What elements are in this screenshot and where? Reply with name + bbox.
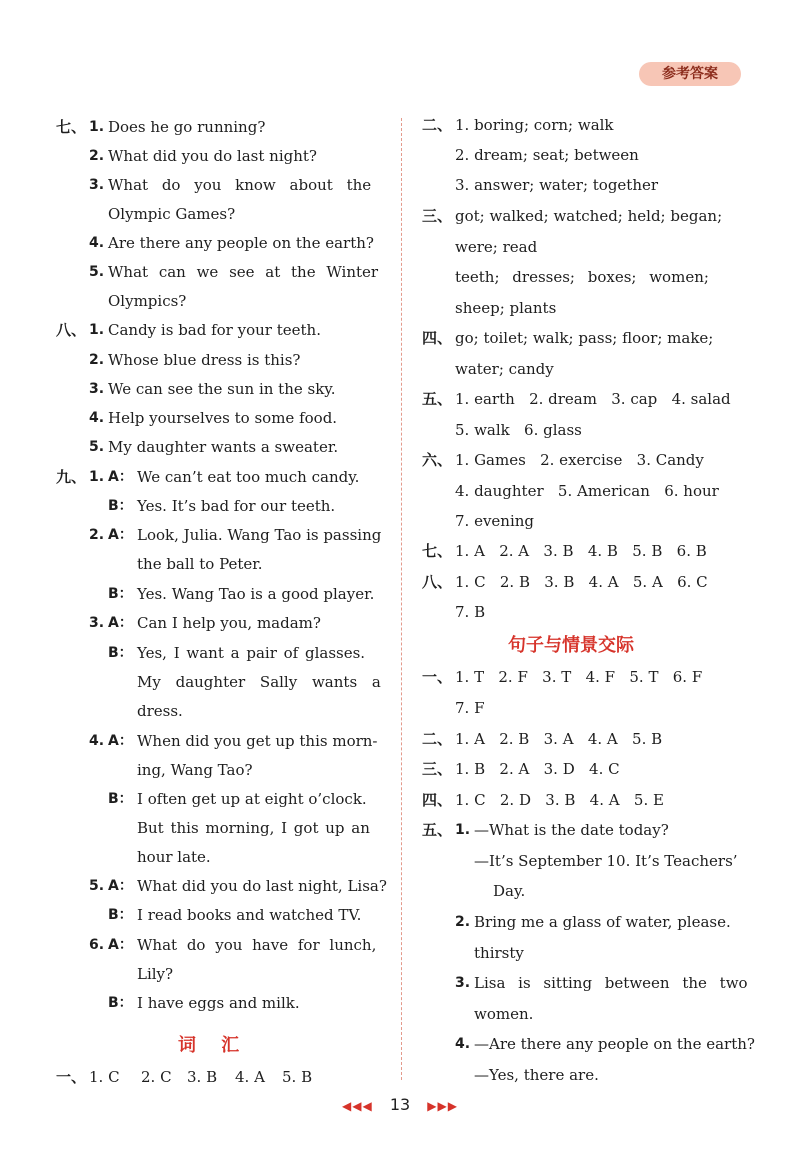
answer-text: —It’s September 10. It’s Teachers’: [474, 852, 738, 870]
speaker-b-label: B：: [108, 498, 133, 514]
sentence-section-title: 句子与情景交际: [508, 635, 634, 656]
speaker-b-label: B：: [108, 791, 133, 807]
item-number: 1.: [455, 822, 471, 838]
dialogue-text: Look, Julia. Wang Tao is passing: [137, 526, 382, 544]
answer-text: —What is the date today?: [474, 821, 669, 839]
answer-text: Olympics?: [108, 292, 187, 310]
dialogue-text: hour late.: [137, 848, 211, 866]
speaker-a-label: A：: [108, 878, 133, 894]
dialogue-text: We can’t eat too much candy.: [137, 468, 360, 486]
item-number: 3.: [455, 975, 471, 991]
answer-text: 2. dream; seat; between: [455, 146, 639, 164]
speaker-a-label: A：: [108, 937, 133, 953]
answer-text: Day.: [493, 882, 526, 900]
section-number: 七、: [422, 542, 453, 560]
dialogue-text: I read books and watched TV.: [137, 906, 362, 924]
answer-text: 1. C: [89, 1068, 120, 1086]
answer-text: What did you do last night?: [108, 147, 317, 165]
answer-text: teeth; dresses; boxes; women;: [455, 268, 709, 286]
answer-text: 1. A 2. B 3. A 4. A 5. B: [455, 730, 663, 748]
answer-text: 7. evening: [455, 512, 535, 530]
speaker-b-label: B：: [108, 645, 133, 661]
section-number: 五、: [422, 821, 453, 839]
dialogue-text: Yes, I want a pair of glasses.: [137, 644, 366, 662]
item-number: 6.: [89, 937, 105, 953]
item-number: 5.: [89, 439, 105, 455]
item-number: 3.: [89, 615, 105, 631]
answer-text: 1. boring; corn; walk: [455, 116, 614, 134]
section-number: 七、: [56, 118, 87, 136]
answer-text: go; toilet; walk; pass; floor; make;: [455, 329, 714, 347]
dialogue-text: Yes. Wang Tao is a good player.: [137, 585, 375, 603]
answer-text: thirsty: [474, 944, 524, 962]
dialogue-text: What do you have for lunch,: [137, 936, 377, 954]
speaker-a-label: A：: [108, 733, 133, 749]
dialogue-text: Can I help you, madam?: [137, 614, 321, 632]
answer-text: What can we see at the Winter: [108, 263, 379, 281]
answer-text: —Are there any people on the earth?: [474, 1035, 755, 1053]
section-number: 八、: [56, 321, 87, 339]
section-number: 二、: [422, 730, 453, 748]
section-number: 六、: [422, 451, 453, 469]
answer-text: Bring me a glass of water, please.: [474, 913, 731, 931]
speaker-a-label: A：: [108, 469, 133, 485]
answer-text: 3. answer; water; together: [455, 176, 659, 194]
section-number: 四、: [422, 329, 453, 347]
dialogue-text: When did you get up this morn-: [137, 732, 378, 750]
answer-text: 3. B: [187, 1068, 218, 1086]
answer-text: 1. C 2. B 3. B 4. A 5. A 6. C: [455, 573, 708, 591]
answer-text: women.: [474, 1005, 534, 1023]
section-number: 三、: [422, 760, 453, 778]
answer-text: 1. B 2. A 3. D 4. C: [455, 760, 620, 778]
item-number: 1.: [89, 119, 105, 135]
speaker-a-label: A：: [108, 615, 133, 631]
answer-text: My daughter wants a sweater.: [108, 438, 339, 456]
answer-text: 4. daughter 5. American 6. hour: [455, 482, 719, 500]
speaker-b-label: B：: [108, 995, 133, 1011]
dialogue-text: My daughter Sally wants a: [137, 673, 381, 691]
answer-text: Lisa is sitting between the two: [474, 974, 748, 992]
answer-text: Olympic Games?: [108, 205, 236, 223]
dialogue-text: Lily?: [137, 965, 174, 983]
answer-key-badge: 参考答案: [639, 62, 741, 86]
answer-text: 2. C: [141, 1068, 172, 1086]
answer-text: 1. A 2. A 3. B 4. B 5. B 6. B: [455, 542, 707, 560]
answer-text: 4. A: [235, 1068, 265, 1086]
answer-text: —Yes, there are.: [474, 1066, 599, 1084]
answer-text: 7. F: [455, 699, 485, 717]
right-arrows-icon: ▶▶▶: [427, 1099, 458, 1113]
item-number: 2.: [89, 352, 105, 368]
column-divider: [401, 118, 402, 1080]
section-number: 三、: [422, 207, 453, 225]
item-number: 2.: [89, 527, 105, 543]
answer-text: got; walked; watched; held; began;: [455, 207, 723, 225]
dialogue-text: dress.: [137, 702, 183, 720]
dialogue-text: Yes. It’s bad for our teeth.: [137, 497, 336, 515]
speaker-a-label: A：: [108, 527, 133, 543]
answer-text: Candy is bad for your teeth.: [108, 321, 321, 339]
section-number: 二、: [422, 116, 453, 134]
item-number: 3.: [89, 381, 105, 397]
answer-text: What do you know about the: [108, 176, 372, 194]
dialogue-text: I have eggs and milk.: [137, 994, 300, 1012]
section-number: 四、: [422, 791, 453, 809]
speaker-b-label: B：: [108, 586, 133, 602]
dialogue-text: ing, Wang Tao?: [137, 761, 253, 779]
answer-text: 5. B: [282, 1068, 313, 1086]
answer-text: 1. Games 2. exercise 3. Candy: [455, 451, 704, 469]
speaker-b-label: B：: [108, 907, 133, 923]
item-number: 3.: [89, 177, 105, 193]
item-number: 4.: [455, 1036, 471, 1052]
dialogue-text: I often get up at eight o’clock.: [137, 790, 367, 808]
answer-text: We can see the sun in the sky.: [108, 380, 336, 398]
answer-text: Does he go running?: [108, 118, 266, 136]
answer-text: Are there any people on the earth?: [108, 234, 374, 252]
dialogue-text: the ball to Peter.: [137, 555, 263, 573]
item-number: 5.: [89, 264, 105, 280]
answer-text: sheep; plants: [455, 299, 557, 317]
vocabulary-section-title: 词 汇: [178, 1035, 240, 1056]
item-number: 2.: [89, 148, 105, 164]
answer-text: 1. C 2. D 3. B 4. A 5. E: [455, 791, 664, 809]
dialogue-text: But this morning, I got up an: [137, 819, 370, 837]
item-number: 4.: [89, 733, 105, 749]
item-number: 1.: [89, 469, 105, 485]
answer-text: 5. walk 6. glass: [455, 421, 582, 439]
page-number: 13: [389, 1095, 411, 1114]
item-number: 1.: [89, 322, 105, 338]
section-number: 八、: [422, 573, 453, 591]
item-number: 4.: [89, 235, 105, 251]
answer-text: Help yourselves to some food.: [108, 409, 338, 427]
left-arrows-icon: ◀◀◀: [342, 1099, 373, 1113]
answer-text: Whose blue dress is this?: [108, 351, 301, 369]
item-number: 5.: [89, 878, 105, 894]
answer-text: 1. earth 2. dream 3. cap 4. salad: [455, 390, 731, 408]
dialogue-text: What did you do last night, Lisa?: [137, 877, 387, 895]
section-number: 一、: [422, 668, 453, 686]
answer-text: 1. T 2. F 3. T 4. F 5. T 6. F: [455, 668, 703, 686]
item-number: 2.: [455, 914, 471, 930]
item-number: 4.: [89, 410, 105, 426]
section-number: 一、: [56, 1068, 87, 1086]
answer-text: water; candy: [455, 360, 554, 378]
answer-text: 7. B: [455, 603, 486, 621]
answer-text: were; read: [455, 238, 538, 256]
page-footer: [0, 1095, 800, 1114]
section-number: 五、: [422, 390, 453, 408]
section-number: 九、: [56, 468, 87, 486]
